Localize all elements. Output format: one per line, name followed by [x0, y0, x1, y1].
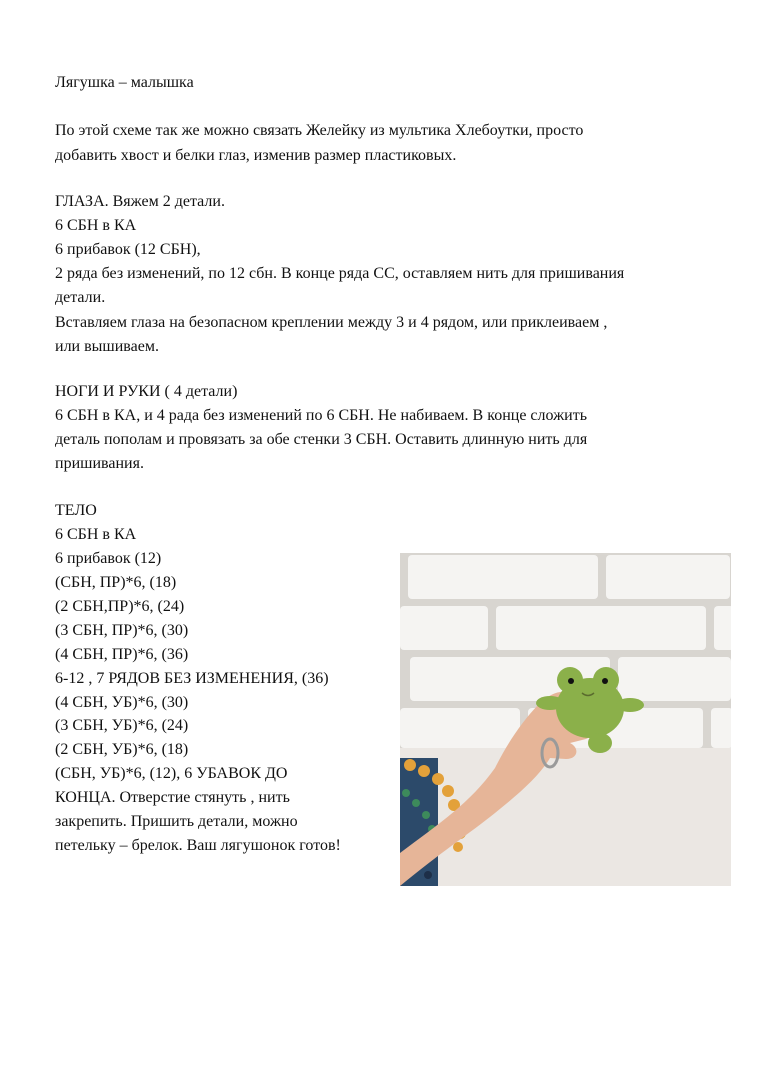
body-line: (4 СБН, ПР)*6, (36)	[55, 646, 189, 663]
eyes-line: Вставляем глаза на безопасном креплении между 3 и 4 рядом, или приклеиваем ,	[55, 314, 608, 331]
limbs-line: 6 СБН в КА, и 4 рада без изменений по 6 СБН. Не набиваем. В конце сложить	[55, 407, 588, 424]
body-line: 6-12 , 7 РЯДОВ БЕЗ ИЗМЕНЕНИЯ, (36)	[55, 670, 329, 687]
intro-line-1: По этой схеме так же можно связать Желейку из мультика Хлебоутки, просто	[55, 122, 584, 139]
body-line: 6 прибавок (12)	[55, 550, 162, 567]
limbs-heading: НОГИ И РУКИ ( 4 детали)	[55, 383, 238, 400]
document-title: Лягушка – малышка	[55, 74, 194, 91]
body-line: петельку – брелок. Ваш лягушонок готов!	[55, 837, 341, 854]
limbs-line: деталь пополам и провязать за обе стенки 3 СБН. Оставить длинную нить для	[55, 431, 588, 448]
eyes-line: 6 прибавок (12 СБН),	[55, 241, 201, 258]
eyes-line: 2 ряда без изменений, по 12 сбн. В конце ряда СС, оставляем нить для пришивания	[55, 265, 625, 282]
body-line: (2 СБН,ПР)*6, (24)	[55, 598, 185, 615]
body-line: закрепить. Пришить детали, можно	[55, 813, 298, 830]
eyes-heading: ГЛАЗА. Вяжем 2 детали.	[55, 193, 225, 210]
limbs-line: пришивания.	[55, 455, 144, 472]
body-line: КОНЦА. Отверстие стянуть , нить	[55, 789, 290, 806]
body-heading: ТЕЛО	[55, 502, 97, 519]
eyes-line: детали.	[55, 289, 106, 306]
intro-line-2: добавить хвост и белки глаз, изменив размер пластиковых.	[55, 147, 457, 164]
crochet-frog-photo	[400, 553, 731, 886]
eyes-line: 6 СБН в КА	[55, 217, 137, 234]
body-line: (4 СБН, УБ)*6, (30)	[55, 694, 189, 711]
body-line: 6 СБН в КА	[55, 526, 137, 543]
body-line: (2 СБН, УБ)*6, (18)	[55, 741, 189, 758]
eyes-line: или вышиваем.	[55, 338, 159, 355]
body-line: (3 СБН, ПР)*6, (30)	[55, 622, 189, 639]
body-line: (3 СБН, УБ)*6, (24)	[55, 717, 189, 734]
body-line: (СБН, ПР)*6, (18)	[55, 574, 177, 591]
body-line: (СБН, УБ)*6, (12), 6 УБАВОК ДО	[55, 765, 288, 782]
